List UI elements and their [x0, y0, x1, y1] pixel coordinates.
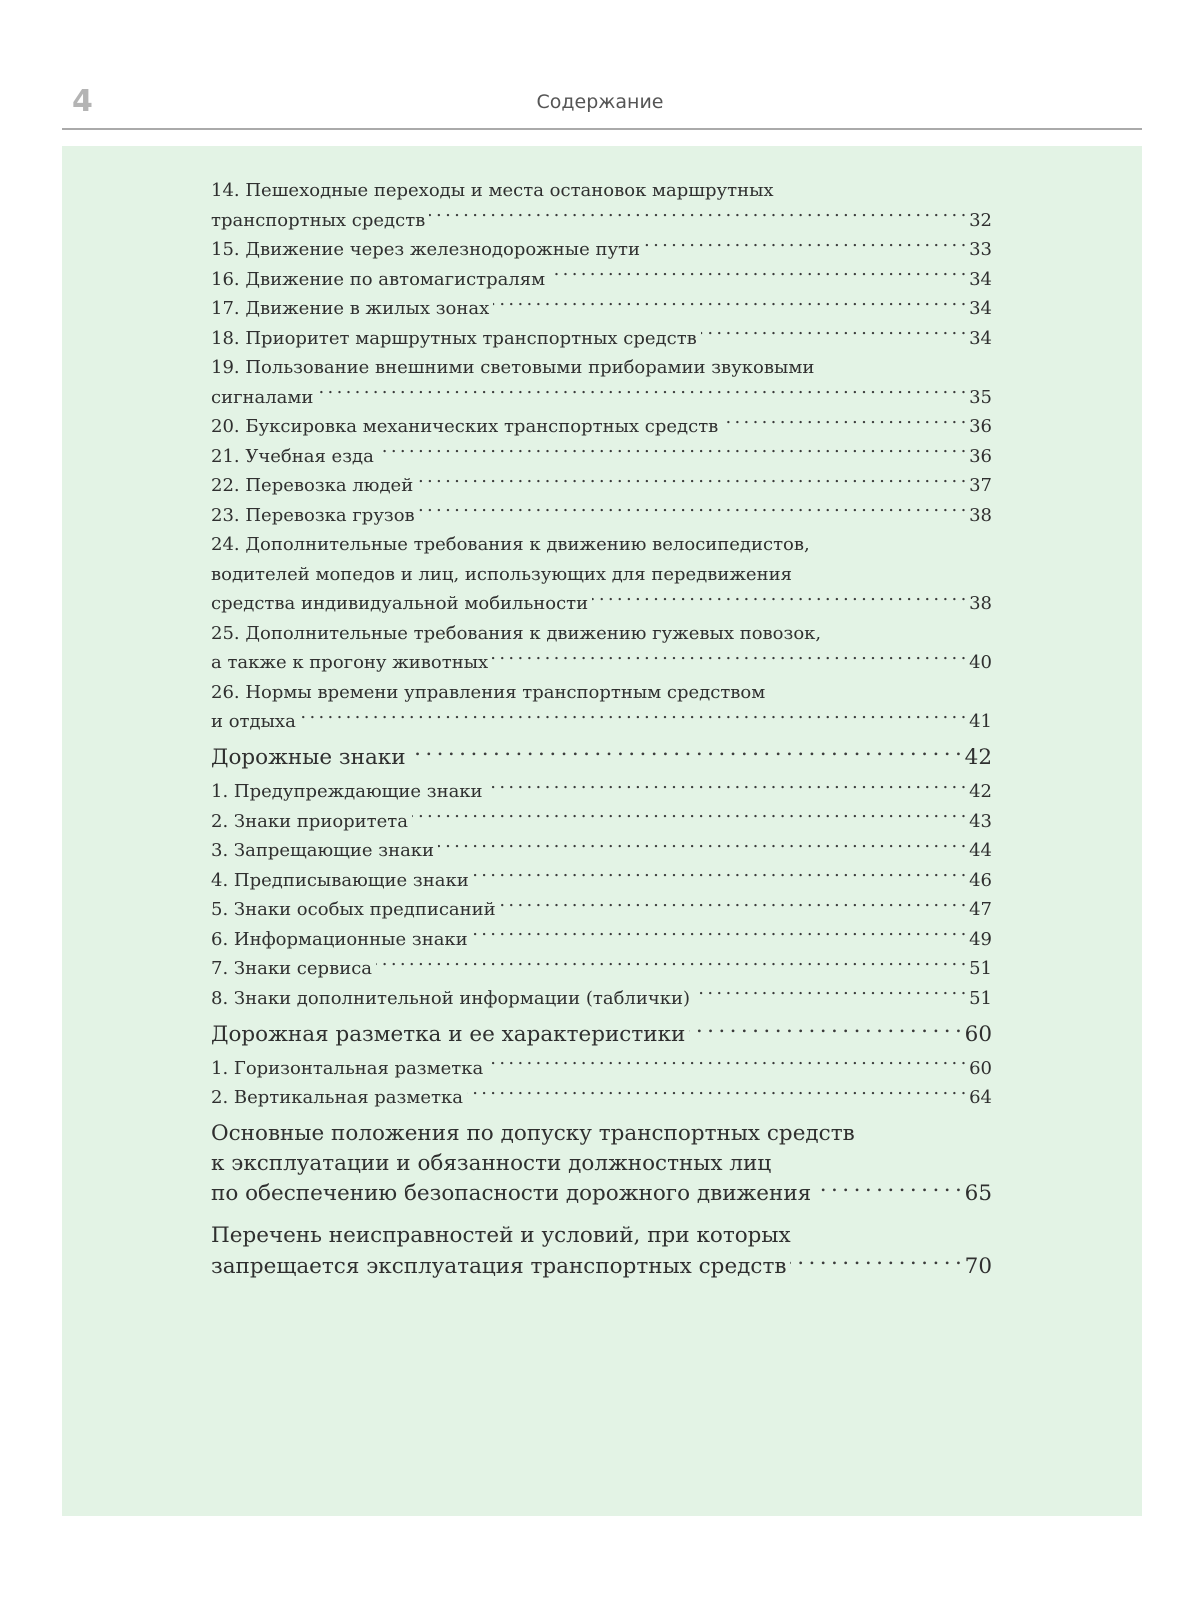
toc-entry-title: 4. Предписывающие знаки [211, 869, 469, 891]
toc-page-number: 37 [969, 475, 992, 496]
toc-page-number: 32 [969, 209, 992, 231]
toc-entry[interactable] [211, 265, 992, 295]
toc-entry[interactable] [211, 176, 992, 235]
toc-entry-title: а также к прогону животных [211, 652, 489, 673]
toc-entry[interactable] [211, 324, 992, 354]
toc-entry-title: Основные положения по допуску транспортных средств [211, 1120, 855, 1146]
toc-entry-title: Перечень неисправностей и условий, при которых [211, 1223, 791, 1248]
toc-entry-line [211, 412, 992, 442]
toc-entry-title: 1. Горизонтальная разметка [211, 1057, 484, 1079]
toc-entry[interactable] [211, 984, 992, 1014]
toc-entry-title: 20. Буксировка механических транспортных средств [211, 416, 719, 437]
toc-page-number: 34 [969, 327, 992, 349]
toc-page-number: 44 [969, 840, 992, 861]
toc-entry-title: 3. Запрещающие знаки [211, 840, 435, 861]
toc-page-number: 60 [964, 1021, 992, 1047]
toc-entry[interactable] [211, 1083, 992, 1113]
toc-entry[interactable] [211, 442, 992, 472]
dot-leader [410, 743, 961, 765]
toc-page-number: 34 [969, 298, 992, 319]
toc-entry-line [211, 866, 992, 896]
toc-entry-line [211, 383, 992, 413]
toc-entry[interactable] [211, 777, 992, 807]
toc-section[interactable] [211, 1019, 992, 1050]
dot-leader [644, 237, 965, 255]
toc-entry-title: 6. Информационные знаки [211, 928, 468, 950]
dot-leader [378, 444, 965, 462]
toc-entry-line [211, 206, 992, 236]
dot-leader [412, 809, 965, 827]
dot-leader [472, 927, 965, 945]
table-of-contents [211, 176, 992, 1286]
dot-leader [429, 208, 965, 226]
page-header-title: Содержание [536, 91, 664, 113]
toc-entry-title: 2. Знаки приоритета [211, 810, 408, 832]
toc-entry-line [211, 265, 992, 295]
dot-leader [419, 503, 965, 521]
toc-entry-line [211, 442, 992, 472]
toc-entry-line [211, 530, 992, 560]
toc-entry-line [211, 678, 992, 708]
toc-entry-line [211, 1251, 992, 1282]
toc-entry-title: Дорожная разметка и ее характеристики [211, 1021, 686, 1047]
toc-entry[interactable] [211, 925, 992, 955]
toc-page-number: 33 [969, 239, 992, 260]
toc-entry[interactable] [211, 501, 992, 531]
dot-leader [487, 779, 966, 797]
toc-entry-title: 8. Знаки дополнительной информации (таблички) [211, 987, 691, 1009]
toc-entry-line [211, 353, 992, 383]
header-divider [62, 128, 1142, 130]
toc-entry-line [211, 501, 992, 531]
toc-entry-title: 2. Вертикальная разметка [211, 1087, 463, 1108]
dot-leader [549, 267, 965, 285]
toc-entry-title: 15. Движение через железнодорожные пути [211, 239, 640, 260]
dot-leader [467, 1085, 965, 1103]
toc-page-number: 42 [969, 781, 992, 802]
dot-leader [689, 1019, 960, 1041]
dot-leader [317, 385, 965, 403]
toc-page-number: 42 [964, 745, 992, 770]
toc-entry-title: 17. Движение в жилых зонах [211, 298, 490, 319]
dot-leader [592, 591, 965, 609]
toc-section[interactable] [211, 1119, 992, 1210]
toc-entry[interactable] [211, 678, 992, 737]
toc-page-number: 40 [969, 652, 992, 673]
toc-entry-line [211, 1149, 992, 1179]
toc-page-number: 51 [969, 987, 992, 1009]
dot-leader [487, 1056, 965, 1074]
toc-entry-title: водителей мопедов и лиц, использующих для передвижения [211, 563, 792, 585]
toc-entry-line [211, 1019, 992, 1050]
toc-page-number: 36 [969, 416, 992, 437]
dot-leader [473, 868, 965, 886]
toc-entry[interactable] [211, 895, 992, 925]
toc-page-number: 65 [964, 1181, 992, 1206]
dot-leader [492, 650, 965, 668]
toc-entry[interactable] [211, 619, 992, 678]
toc-entry[interactable] [211, 866, 992, 896]
toc-section[interactable] [211, 743, 992, 774]
toc-entry-line [211, 925, 992, 955]
toc-entry[interactable] [211, 294, 992, 324]
dot-leader [790, 1251, 960, 1273]
toc-entry[interactable] [211, 471, 992, 501]
toc-entry[interactable] [211, 530, 992, 619]
dot-leader [493, 296, 965, 314]
toc-entry-line [211, 743, 992, 774]
toc-entry-line [211, 707, 992, 737]
toc-entry-title: запрещается эксплуатация транспортных средств [211, 1253, 787, 1279]
toc-entry-line [211, 895, 992, 925]
dot-leader [376, 956, 965, 974]
toc-entry-title: 24. Дополнительные требования к движению велосипедистов, [211, 534, 810, 555]
toc-page-number: 35 [969, 386, 992, 408]
toc-entry-title: 22. Перевозка людей [211, 475, 414, 496]
toc-entry-title: 16. Движение по автомагистралям [211, 268, 546, 290]
toc-entry[interactable] [211, 836, 992, 866]
toc-entry-title: сигналами [211, 386, 314, 408]
toc-entry-line [211, 807, 992, 837]
toc-entry-title: 19. Пользование внешними световыми приборамии звуковыми [211, 357, 815, 378]
toc-entry-line [211, 324, 992, 354]
toc-entry-line [211, 471, 992, 501]
toc-entry-line [211, 984, 992, 1014]
dot-leader [300, 709, 965, 727]
toc-entry[interactable] [211, 954, 992, 984]
toc-entry-line [211, 235, 992, 265]
toc-page-number: 49 [969, 928, 992, 950]
toc-entry-title: Дорожные знаки [211, 745, 406, 770]
toc-entry-title: 23. Перевозка грузов [211, 504, 415, 526]
toc-section[interactable] [211, 1221, 992, 1282]
toc-entry-title: по обеспечению безопасности дорожного движения [211, 1181, 812, 1206]
toc-entry-line [211, 1083, 992, 1113]
toc-page-number: 70 [964, 1253, 992, 1279]
page-number: 4 [72, 84, 93, 119]
toc-page-number: 47 [969, 899, 992, 920]
toc-page-number: 64 [969, 1087, 992, 1108]
dot-leader [417, 473, 965, 491]
toc-entry-line [211, 1119, 992, 1149]
toc-entry-line [211, 589, 992, 619]
toc-page-number: 36 [969, 445, 992, 467]
toc-entry-line [211, 954, 992, 984]
toc-entry-title: 21. Учебная езда [211, 445, 374, 467]
toc-entry[interactable] [211, 412, 992, 442]
toc-entry-title: 25. Дополнительные требования к движению гужевых повозок, [211, 622, 822, 644]
toc-page-number: 46 [969, 869, 992, 891]
toc-page-number: 41 [969, 711, 992, 732]
dot-leader [438, 838, 965, 856]
toc-page-number: 38 [969, 504, 992, 526]
toc-entry-title: средства индивидуальной мобильности [211, 593, 589, 614]
toc-entry[interactable] [211, 807, 992, 837]
toc-page-number: 38 [969, 593, 992, 614]
toc-entry-line [211, 176, 992, 206]
toc-entry-line [211, 1054, 992, 1084]
dot-leader [500, 897, 965, 915]
toc-entry-line [211, 619, 992, 649]
toc-entry-title: 26. Нормы времени управления транспортным средством [211, 681, 766, 703]
toc-page-number: 43 [969, 810, 992, 832]
dot-leader [694, 986, 965, 1004]
toc-entry-line [211, 777, 992, 807]
toc-entry-title: 1. Предупреждающие знаки [211, 781, 483, 802]
toc-entry-title: к эксплуатации и обязанности должностных лиц [211, 1150, 772, 1176]
toc-entry-title: и отдыха [211, 711, 296, 732]
toc-entry-line [211, 836, 992, 866]
toc-entry-line [211, 648, 992, 678]
toc-page-number: 51 [969, 958, 992, 979]
toc-entry-title: 5. Знаки особых предписаний [211, 899, 496, 920]
toc-page-number: 60 [969, 1057, 992, 1079]
toc-entry-line [211, 1179, 992, 1210]
toc-entry[interactable] [211, 353, 992, 412]
toc-entry-title: 14. Пешеходные переходы и места остановок маршрутных [211, 180, 774, 201]
toc-entry-title: транспортных средств [211, 209, 426, 231]
dot-leader [815, 1179, 960, 1201]
toc-entry[interactable] [211, 235, 992, 265]
toc-page-number: 34 [969, 268, 992, 290]
toc-entry[interactable] [211, 1054, 992, 1084]
dot-leader [701, 326, 965, 344]
toc-entry-title: 18. Приоритет маршрутных транспортных средств [211, 327, 697, 349]
dot-leader [722, 414, 965, 432]
toc-entry-line [211, 1221, 992, 1251]
toc-entry-line [211, 294, 992, 324]
toc-entry-title: 7. Знаки сервиса [211, 958, 373, 979]
toc-entry-line [211, 560, 992, 590]
